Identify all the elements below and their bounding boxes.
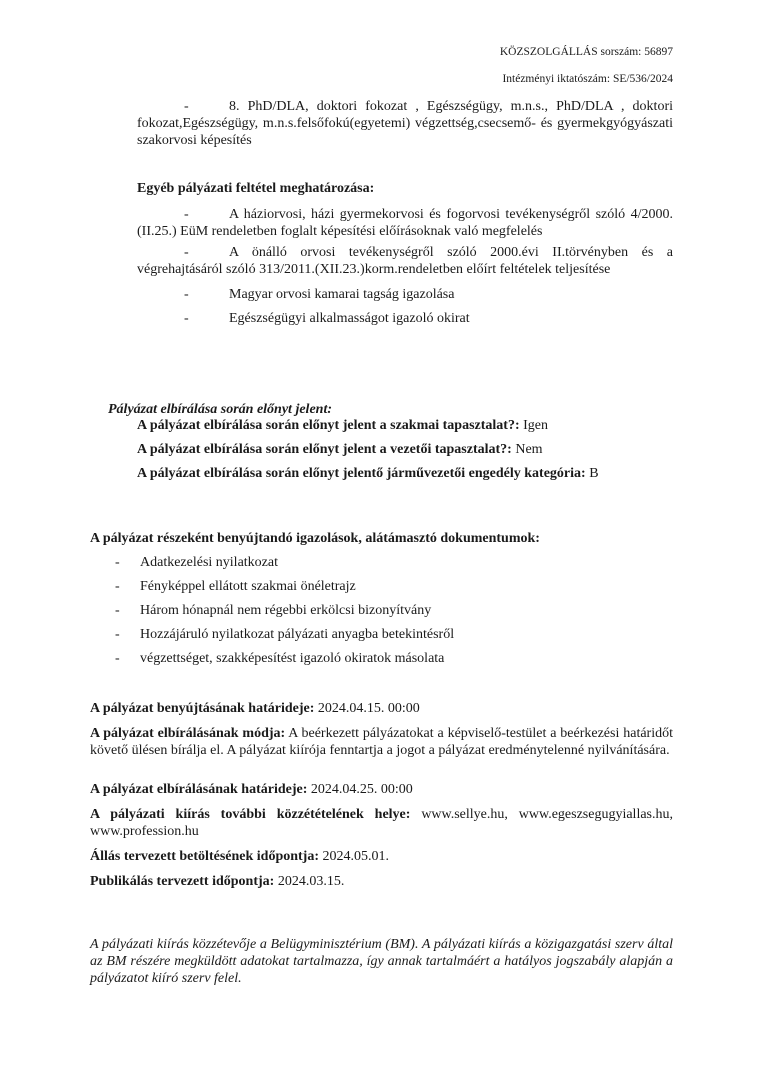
condition-item <box>137 206 673 240</box>
advantage-label: A pályázat elbírálása során előnyt jelentő járművezetői engedély kategória: <box>137 466 586 481</box>
advantage-value: Igen <box>523 418 549 433</box>
dash: - <box>184 207 189 222</box>
other-conditions-title: Egyéb pályázati feltétel meghatározása: <box>137 181 375 196</box>
condition-text: Magyar orvosi kamarai tagság igazolása <box>229 287 455 302</box>
detail-publication-date <box>90 873 673 890</box>
documents-title: A pályázat részeként benyújtandó igazolások, alátámasztó dokumentumok: <box>90 531 540 546</box>
dash: - <box>115 651 120 666</box>
qualification-text: 8. PhD/DLA, doktori fokozat , Egészségügy, m.n.s., PhD/DLA , doktori fokozat,Egészségügy, m.n.s.felsőfokú(egyetemi) végzettség,csecsemő- és gyermekgyógyászati szakorvosi képesítés <box>137 99 673 148</box>
dash: - <box>115 555 120 570</box>
dash: - <box>184 311 189 326</box>
dash: - <box>115 579 120 594</box>
detail-label: A pályázat elbírálásának módja: <box>90 726 286 741</box>
advantage-value: B <box>589 466 599 481</box>
detail-evaluation-deadline <box>90 781 673 798</box>
detail-label: A pályázati kiírás további közzétételének helye: <box>90 807 411 822</box>
advantage-label: A pályázat elbírálása során előnyt jelent a szakmai tapasztalat?: <box>137 418 520 433</box>
dash: - <box>184 245 189 260</box>
detail-value: 2024.04.25. 00:00 <box>310 782 413 797</box>
document-item <box>115 555 278 571</box>
filing-value: SE/536/2024 <box>612 73 673 85</box>
advantage-value: Nem <box>515 442 543 457</box>
detail-value: 2024.03.15. <box>277 874 345 889</box>
detail-submission-deadline <box>90 700 673 717</box>
advantage-label: A pályázat elbírálása során előnyt jelent a vezetői tapasztalat?: <box>137 442 512 457</box>
detail-label: A pályázat benyújtásának határideje: <box>90 701 315 716</box>
condition-text: Egészségügyi alkalmasságot igazoló okirat <box>229 311 470 326</box>
condition-text: A háziorvosi, házi gyermekorvosi és fogorvosi tevékenységről szóló 4/2000. (II.25.) EüM rendeletben foglalt képesítési előírásoknak való megfelelés <box>137 207 673 239</box>
document-text: végzettséget, szakképesítést igazoló okiratok másolata <box>140 651 445 666</box>
detail-planned-start <box>90 848 673 865</box>
filing-number <box>502 73 673 85</box>
condition-text: A önálló orvosi tevékenységről szóló 2000.évi II.törvényben és a végrehajtásáról szóló 313/2011.(XII.23.)korm.rendeletben előírt feltételek teljesítése <box>137 245 673 277</box>
advantage-item <box>137 442 543 458</box>
advantage-item <box>137 418 548 434</box>
document-item <box>115 651 445 667</box>
serial-label: KÖZSZOLGÁLLÁS sorszám: <box>499 46 642 58</box>
qualification-item <box>137 98 673 149</box>
dash: - <box>184 99 189 114</box>
document-text: Fényképpel ellátott szakmai önéletrajz <box>140 579 356 594</box>
detail-publication-places <box>90 806 673 840</box>
detail-value: www.sellye.hu, www.egeszsegugyiallas.hu, www.profession.hu <box>90 807 673 839</box>
detail-label: A pályázat elbírálásának határideje: <box>90 782 308 797</box>
advantages-title: Pályázat elbírálása során előnyt jelent: <box>108 402 332 417</box>
dash: - <box>184 287 189 302</box>
detail-label: Publikálás tervezett időpontja: <box>90 874 275 889</box>
document-item <box>115 603 432 619</box>
filing-label: Intézményi iktatószám: <box>502 73 611 85</box>
document-text: Három hónapnál nem régebbi erkölcsi bizonyítvány <box>140 603 432 618</box>
document-item <box>115 627 455 643</box>
detail-label: Állás tervezett betöltésének időpontja: <box>90 849 320 864</box>
document-item <box>115 579 356 595</box>
serial-number <box>500 46 673 58</box>
condition-item <box>137 244 673 278</box>
dash: - <box>115 603 120 618</box>
footer-note: A pályázati kiírás közzétevője a Belügyminisztérium (BM). A pályázati kiírás a közigazgatási szerv által az BM részére megküldött adatokat tartalmazza, így annak tartalmáért a hatályos jogszabály alapján a pályázatot kiíró szerv felel. <box>90 937 673 986</box>
advantage-item <box>137 466 599 482</box>
document-text: Hozzájáruló nyilatkozat pályázati anyagba betekintésről <box>140 627 455 642</box>
detail-value: 2024.04.15. 00:00 <box>317 701 420 716</box>
detail-evaluation-method <box>90 725 673 759</box>
detail-value: A beérkezett pályázatokat a képviselő-testület a beérkezési határidőt követő ülésen bírálja el. A pályázat kiírója fenntartja a jogot a pályázat eredménytelenné nyilvánítására. <box>90 726 673 758</box>
serial-value: 56897 <box>644 46 673 58</box>
dash: - <box>115 627 120 642</box>
detail-value: 2024.05.01. <box>322 849 390 864</box>
document-text: Adatkezelési nyilatkozat <box>140 555 278 570</box>
